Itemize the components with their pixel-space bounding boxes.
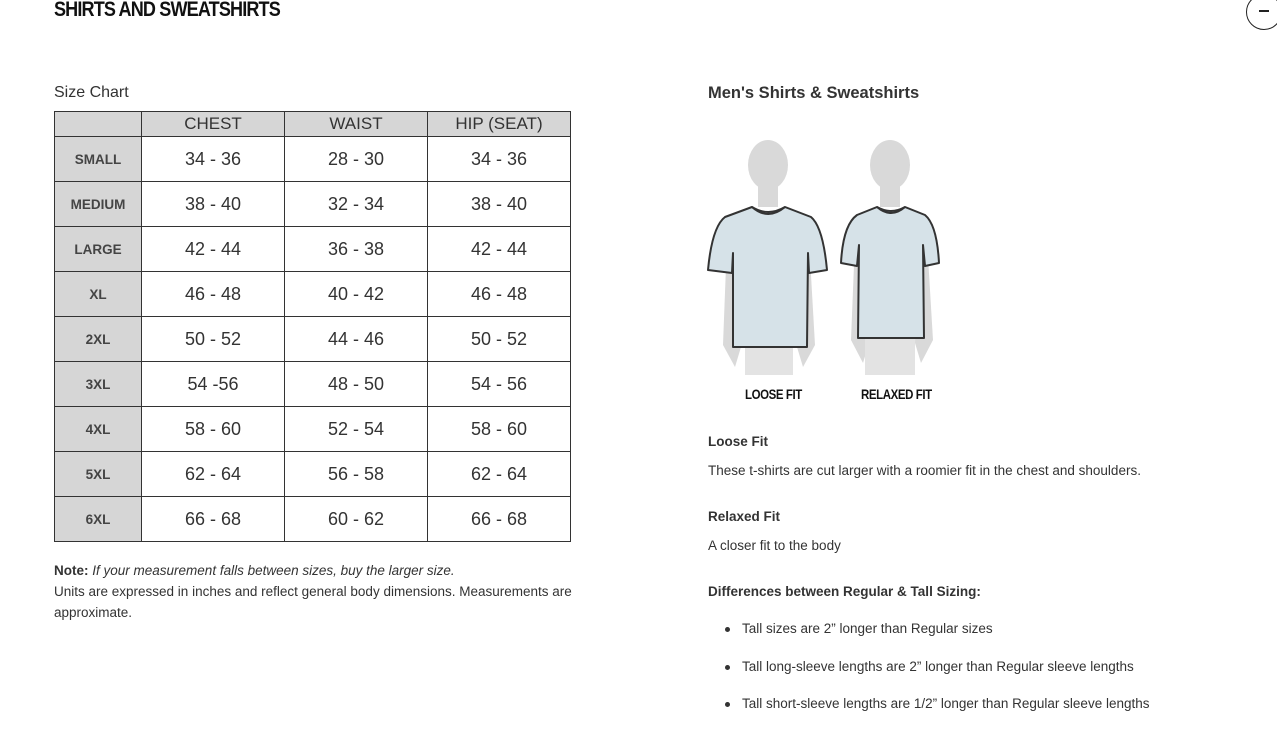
size-chart-table [54,111,571,542]
hip-cell: 38 - 40 [428,182,571,227]
waist-cell: 52 - 54 [285,407,428,452]
list-item: Tall short-sleeve lengths are 1/2” longer than Regular sleeve lengths [742,685,1150,723]
chest-cell: 42 - 44 [142,227,285,272]
chest-cell: 46 - 48 [142,272,285,317]
relaxed-fit-description: A closer fit to the body [708,538,841,553]
table-row [55,182,571,227]
column-header-hip: HIP (SEAT) [428,112,571,137]
differences-list [708,610,1150,723]
table-row [55,272,571,317]
note-label: Note: [54,563,89,578]
relaxed-fit-label: RELAXED FIT [861,386,932,402]
hip-cell: 42 - 44 [428,227,571,272]
hip-cell: 46 - 48 [428,272,571,317]
size-label-cell: MEDIUM [55,182,142,227]
list-item: Tall long-sleeve lengths are 2” longer than Regular sleeve lengths [742,648,1150,686]
differences-title: Differences between Regular & Tall Sizing: [708,584,981,599]
collapse-button[interactable] [1246,0,1277,30]
waist-cell: 56 - 58 [285,452,428,497]
fit-guide-title: Men's Shirts & Sweatshirts [708,84,920,102]
size-chart-label: Size Chart [54,84,129,101]
fit-illustration [705,135,955,380]
relaxed-fit-mannequin [841,140,939,375]
note-text: If your measurement falls between sizes, buy the larger size. [92,563,455,578]
loose-fit-mannequin [708,140,827,375]
table-row [55,497,571,542]
table-row [55,407,571,452]
waist-cell: 40 - 42 [285,272,428,317]
table-corner-cell [55,112,142,137]
size-label-cell: 5XL [55,452,142,497]
chest-cell: 66 - 68 [142,497,285,542]
waist-cell: 28 - 30 [285,137,428,182]
size-label-cell: 6XL [55,497,142,542]
size-label-cell: 3XL [55,362,142,407]
column-header-chest: CHEST [142,112,285,137]
minus-icon [1259,10,1269,12]
loose-fit-title: Loose Fit [708,434,768,449]
relaxed-fit-title: Relaxed Fit [708,509,781,524]
waist-cell: 44 - 46 [285,317,428,362]
size-label-cell: LARGE [55,227,142,272]
loose-fit-description: These t-shirts are cut larger with a roomier fit in the chest and shoulders. [708,463,1141,478]
chest-cell: 58 - 60 [142,407,285,452]
table-row [55,452,571,497]
chest-cell: 54 -56 [142,362,285,407]
hip-cell: 50 - 52 [428,317,571,362]
waist-cell: 36 - 38 [285,227,428,272]
table-row [55,137,571,182]
chest-cell: 50 - 52 [142,317,285,362]
size-label-cell: SMALL [55,137,142,182]
hip-cell: 54 - 56 [428,362,571,407]
waist-cell: 60 - 62 [285,497,428,542]
list-item: Tall sizes are 2” longer than Regular sizes [742,610,1150,648]
chest-cell: 62 - 64 [142,452,285,497]
table-row [55,227,571,272]
table-header-row [55,112,571,137]
size-label-cell: 2XL [55,317,142,362]
size-label-cell: XL [55,272,142,317]
units-text: Units are expressed in inches and reflect general body dimensions. Measurements are approximate. [54,584,572,620]
chest-cell: 34 - 36 [142,137,285,182]
waist-cell: 32 - 34 [285,182,428,227]
table-row [55,317,571,362]
loose-fit-label: LOOSE FIT [745,386,802,402]
table-row [55,362,571,407]
hip-cell: 66 - 68 [428,497,571,542]
chest-cell: 38 - 40 [142,182,285,227]
hip-cell: 62 - 64 [428,452,571,497]
note-block [54,560,594,623]
section-title: SHIRTS AND SWEATSHIRTS [54,0,280,21]
waist-cell: 48 - 50 [285,362,428,407]
column-header-waist: WAIST [285,112,428,137]
hip-cell: 34 - 36 [428,137,571,182]
hip-cell: 58 - 60 [428,407,571,452]
size-label-cell: 4XL [55,407,142,452]
